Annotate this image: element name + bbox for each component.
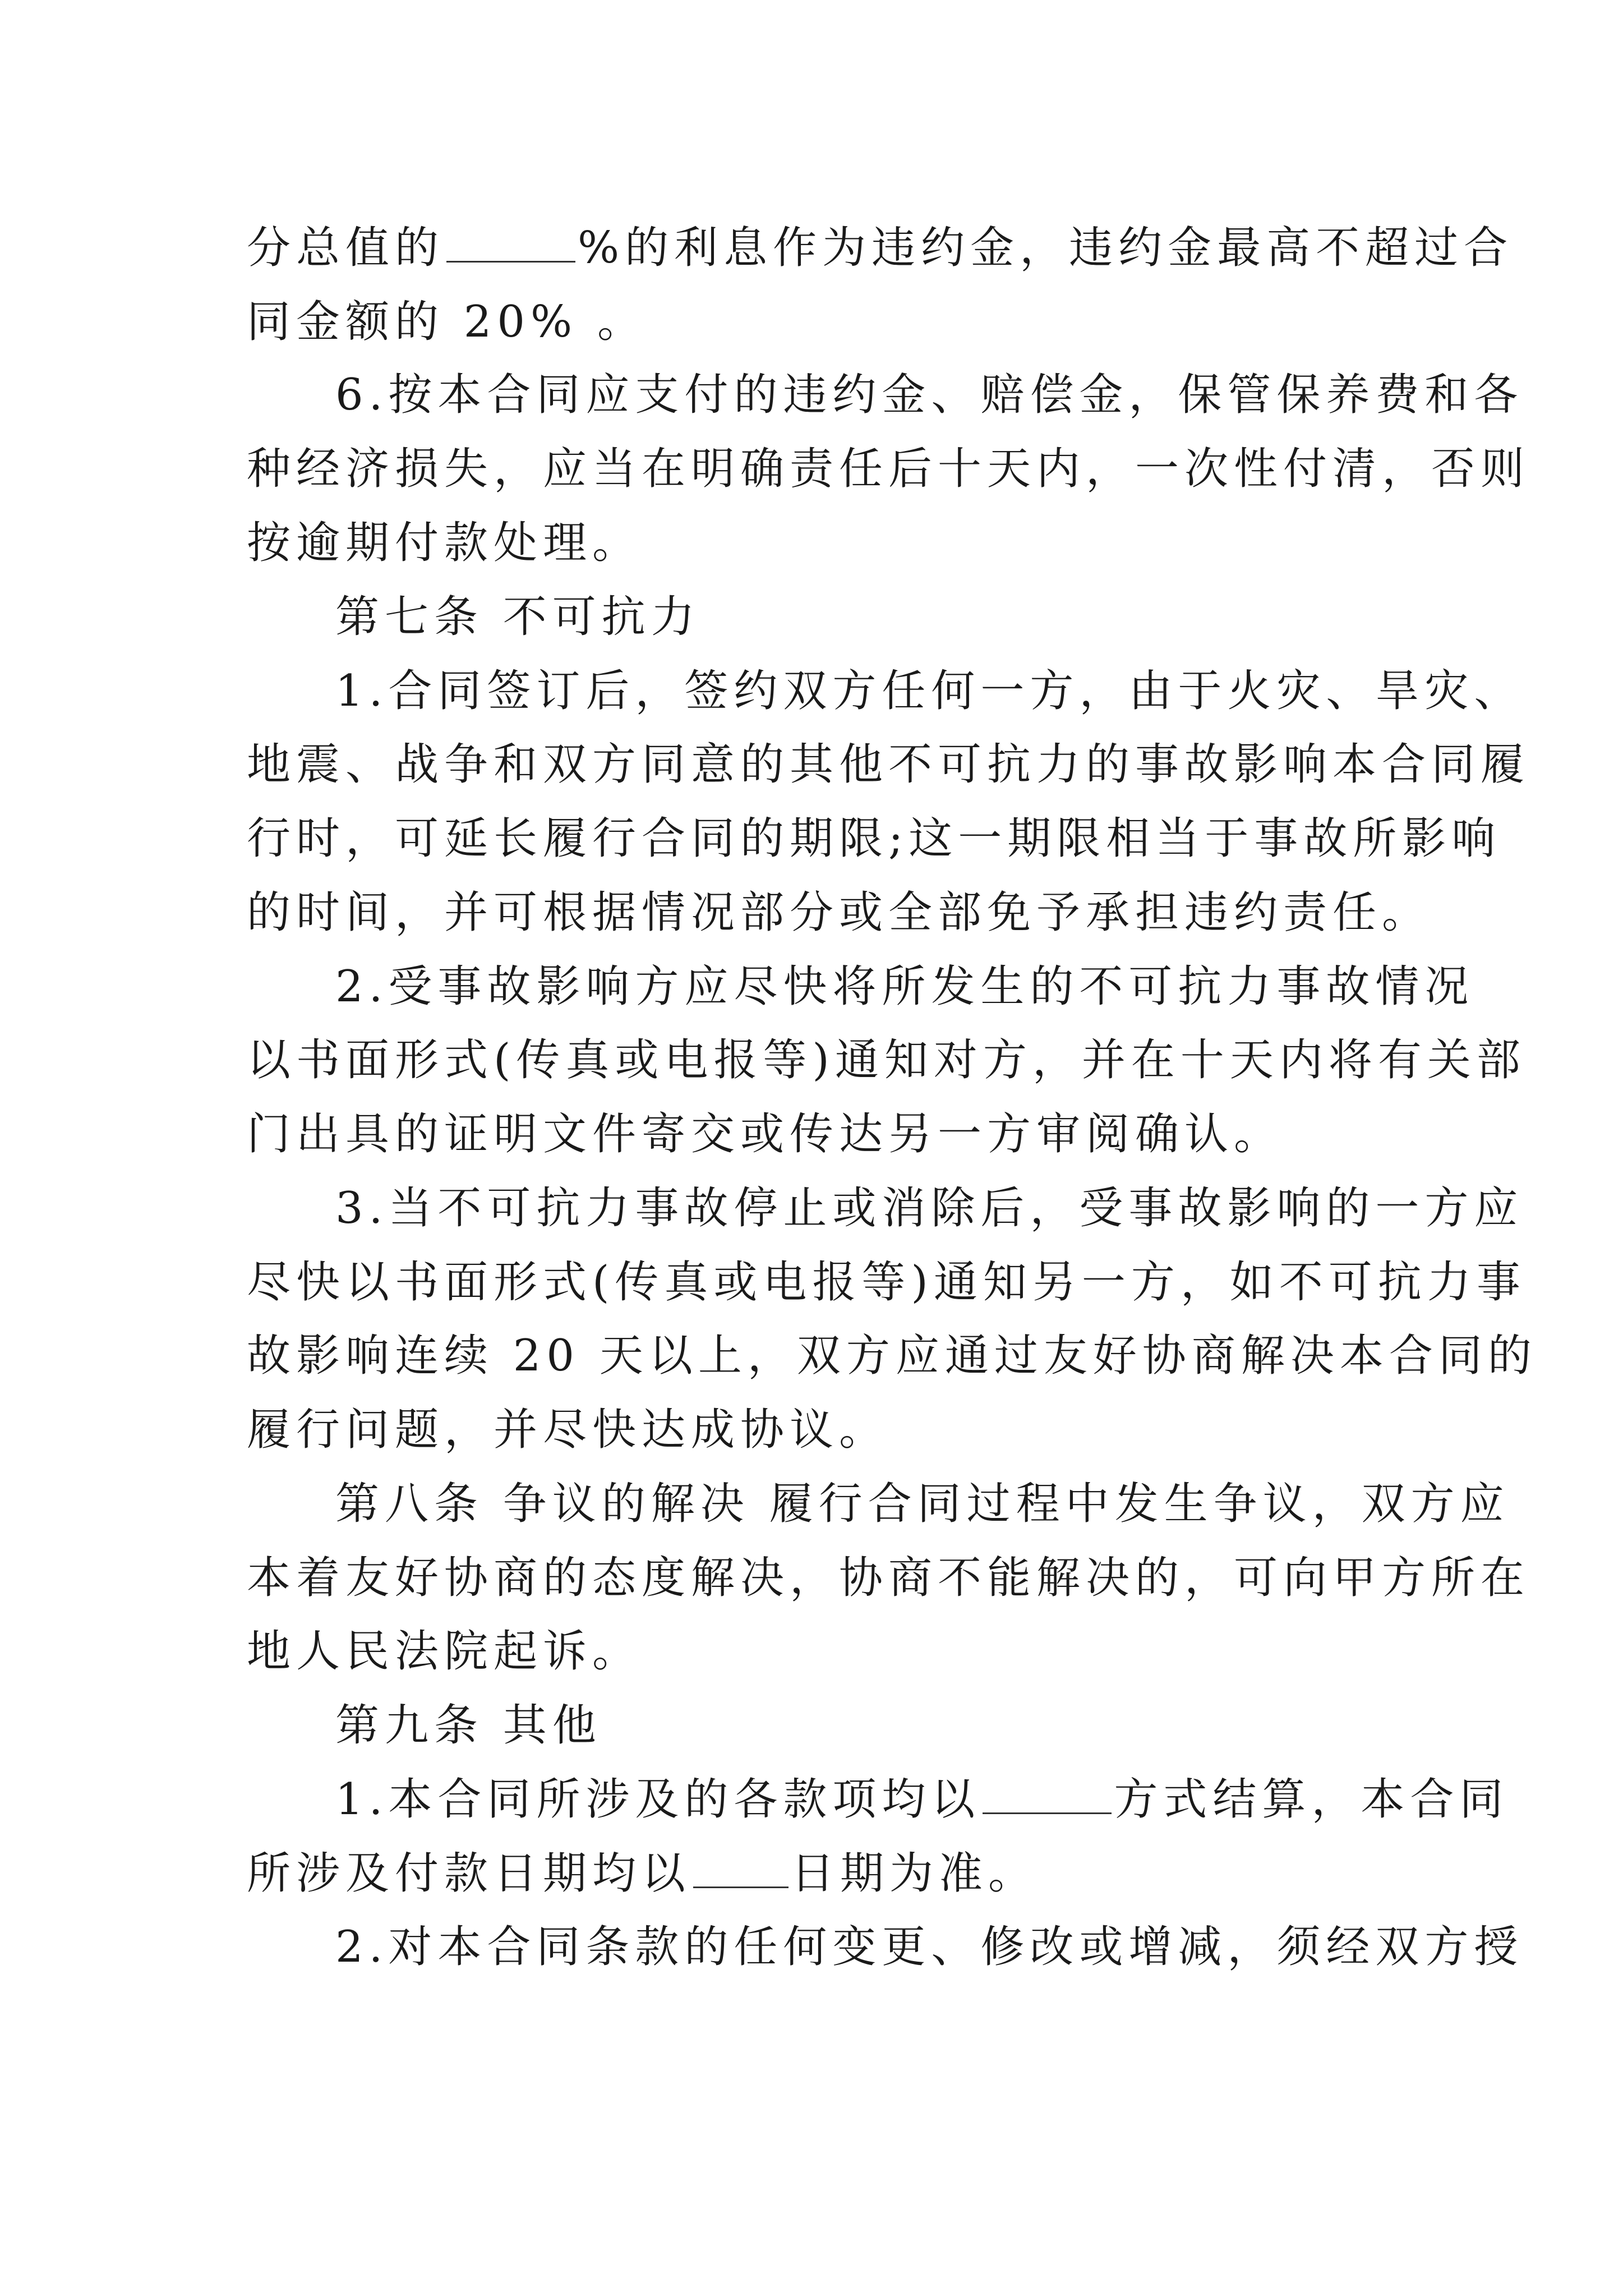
- paragraph-line: [335, 1772, 1509, 1828]
- section-heading: 第八条 争议的解决 履行合同过程中发生争议，双方应: [335, 1479, 1510, 1529]
- section-heading: 第七条 不可抗力: [335, 592, 700, 642]
- text-line: [247, 220, 1514, 276]
- text-line: [247, 1846, 1413, 1902]
- section-heading: 第九条 其他: [335, 1700, 602, 1751]
- text-line: 以书面形式(传真或电报等)通知对方，并在十天内将有关部: [247, 1035, 1526, 1085]
- text-segment: 所涉及付款日期均以: [247, 1848, 691, 1899]
- text-line: 本着友好协商的态度解决，协商不能解决的，可向甲方所在: [247, 1553, 1530, 1603]
- paragraph-line: 2.受事故影响方应尽快将所发生的不可抗力事故情况: [335, 961, 1474, 1012]
- paragraph-line: 2.对本合同条款的任何变更、修改或增减，须经双方授: [335, 1922, 1524, 1972]
- text-segment: 方式结算，本合同: [1114, 1774, 1509, 1825]
- blank-underline: [693, 1847, 789, 1888]
- text-segment: 1.本合同所涉及的各款项均以: [335, 1774, 981, 1825]
- text-line: 履行问题，并尽快达成协议。: [247, 1405, 889, 1455]
- text-line: 种经济损失，应当在明确责任后十天内，一次性付清，否则: [247, 444, 1530, 494]
- paragraph-line: 1.合同签订后，签约双方任何一方，由于火灾、旱灾、: [335, 666, 1524, 716]
- paragraph-line: 6.按本合同应支付的违约金、赔偿金，保管保养费和各: [335, 370, 1524, 420]
- blank-underline: [983, 1773, 1112, 1814]
- text-line: 行时，可延长履行合同的期限;这一期限相当于事故所影响: [247, 813, 1501, 864]
- text-line: 地震、战争和双方同意的其他不可抗力的事故影响本合同履: [247, 739, 1530, 790]
- text-segment: %的利息作为违约金，违约金最高不超过合: [578, 223, 1514, 273]
- text-line: 地人民法院起诉。: [247, 1626, 642, 1677]
- text-line: 尽快以书面形式(传真或电报等)通知另一方，如不可抗力事: [247, 1257, 1526, 1308]
- text-segment: 日期为准。: [791, 1848, 1038, 1899]
- text-line: 门出具的证明文件寄交或传达另一方审阅确认。: [247, 1109, 1284, 1159]
- text-line: 同金额的 20% 。: [247, 297, 647, 347]
- text-line: 故影响连续 20 天以上，双方应通过友好协商解决本合同的: [247, 1331, 1537, 1381]
- paragraph-line: 3.当不可抗力事故停止或消除后，受事故影响的一方应: [335, 1183, 1524, 1234]
- text-segment: 分总值的: [247, 223, 445, 273]
- text-line: 按逾期付款处理。: [247, 518, 642, 568]
- text-line: 的时间，并可根据情况部分或全部免予承担违约责任。: [247, 887, 1432, 938]
- blank-underline: [446, 222, 575, 263]
